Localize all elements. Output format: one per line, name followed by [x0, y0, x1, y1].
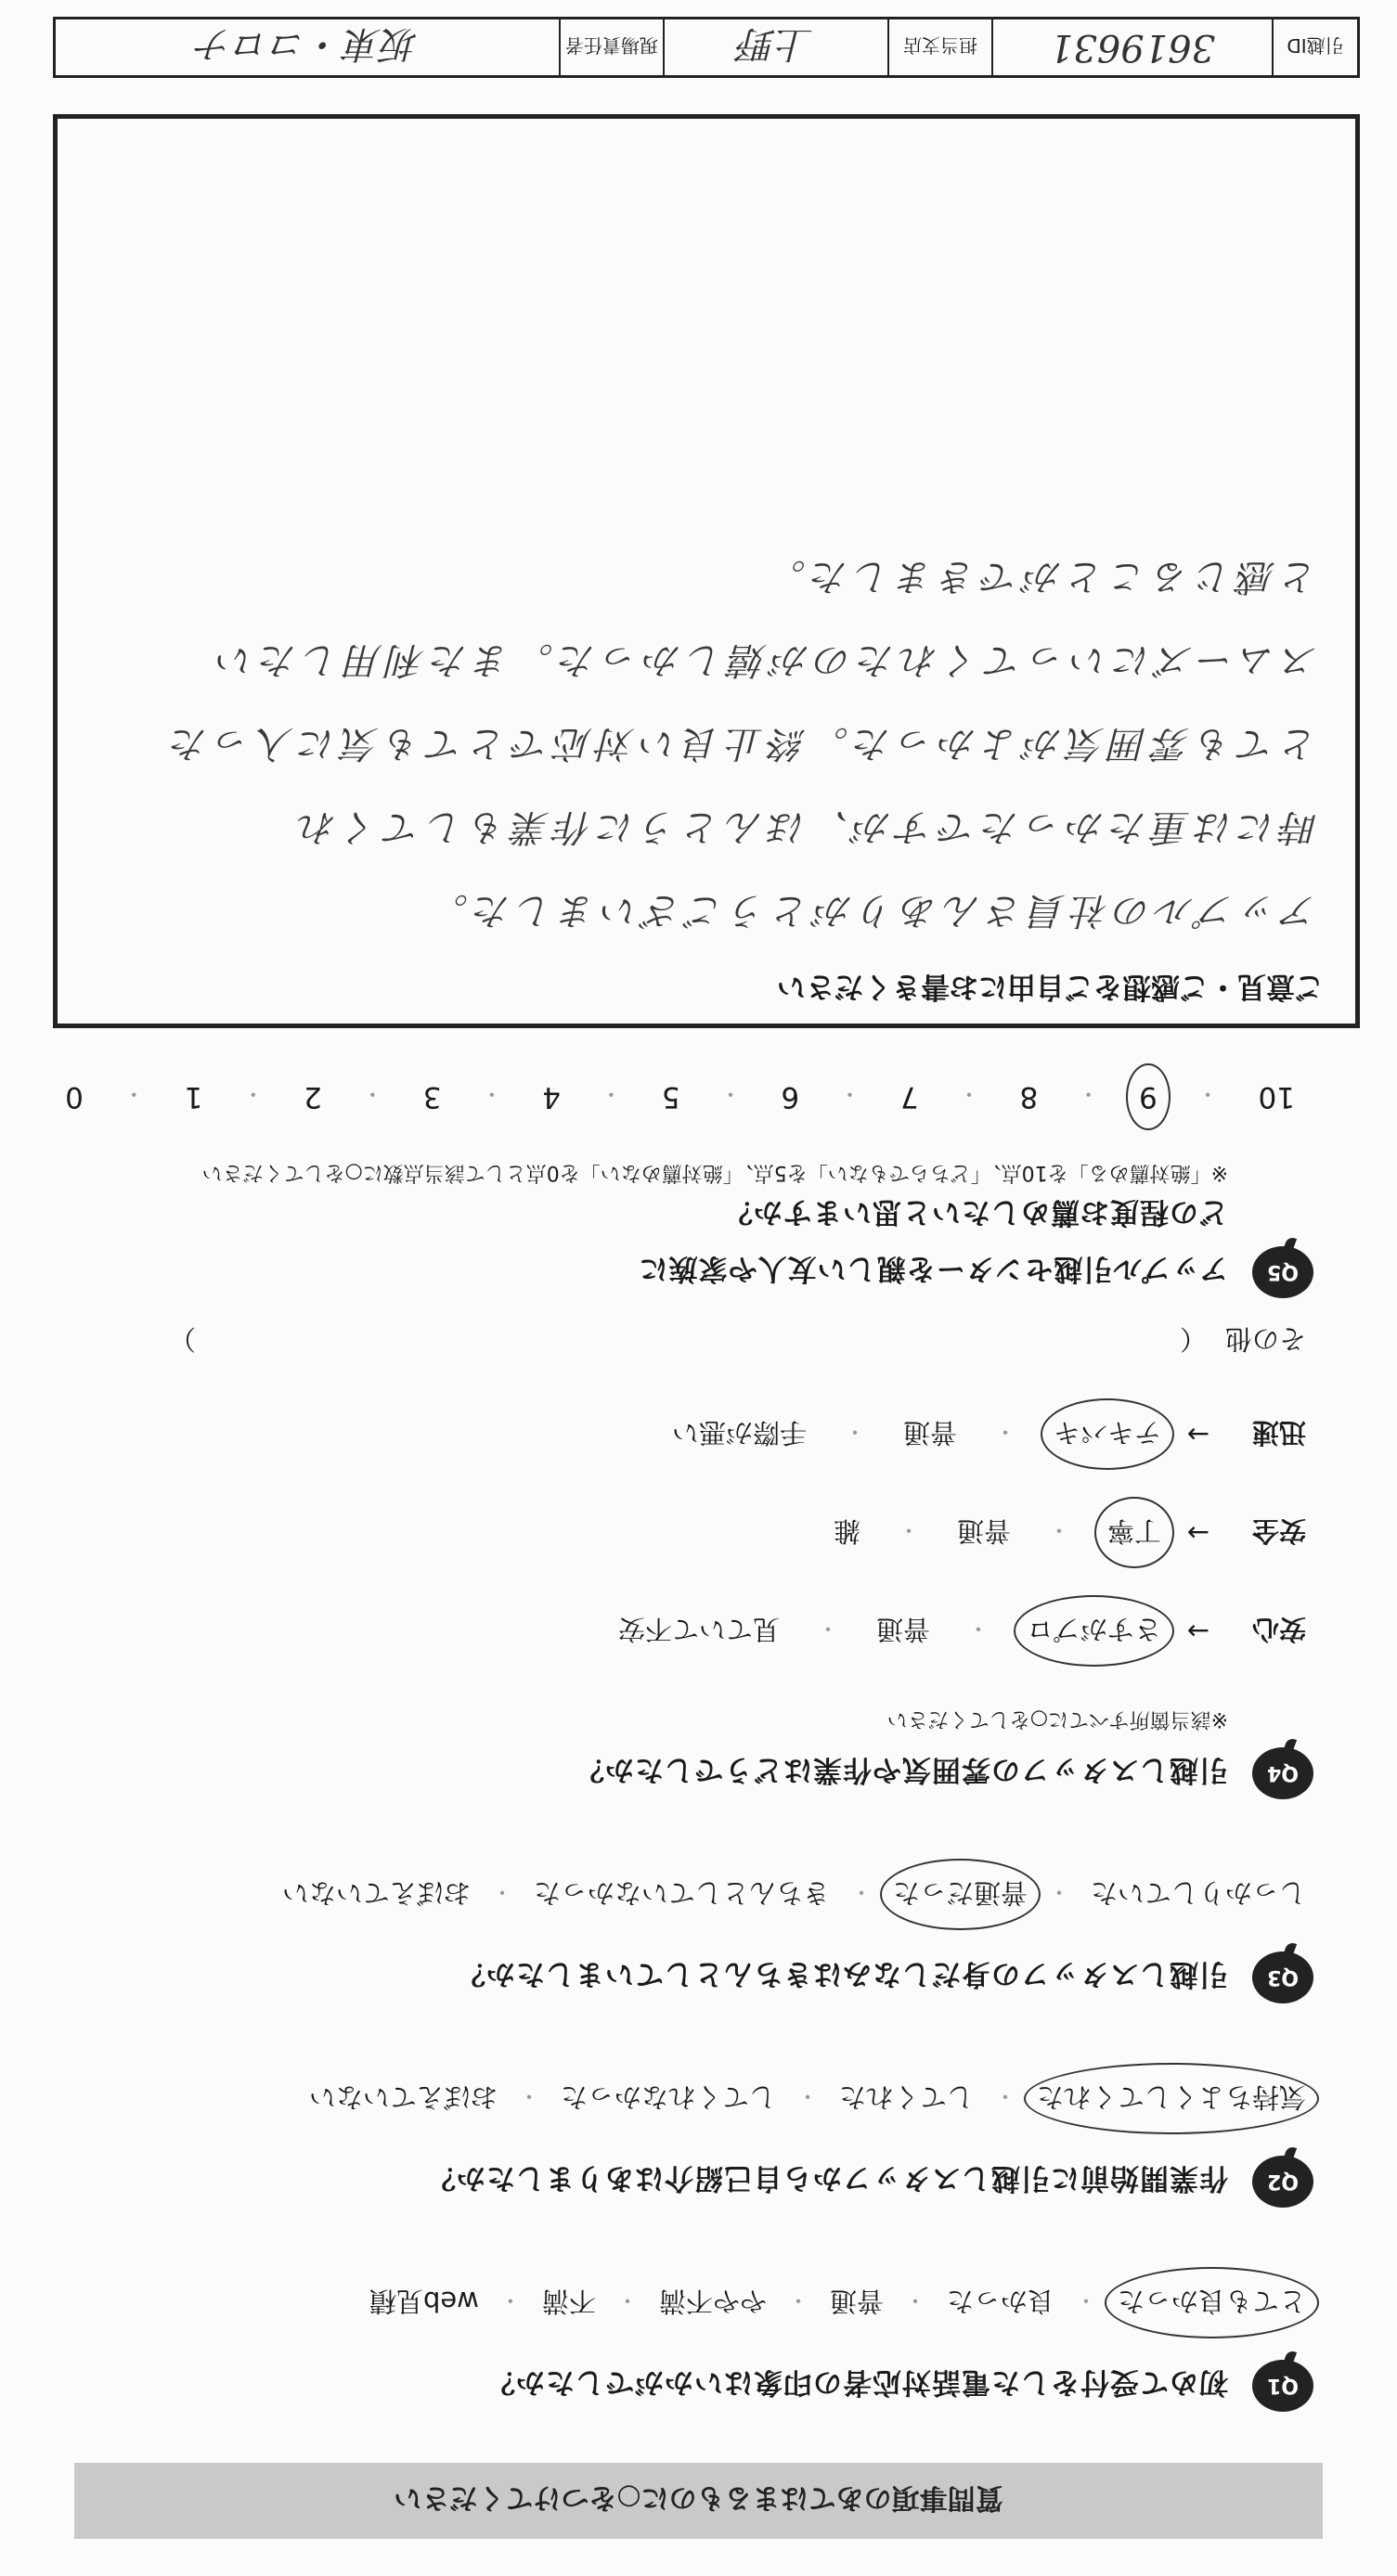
- q4-row-label: 安心: [1251, 1614, 1306, 1646]
- q4-badge: Q4: [1252, 1747, 1313, 1799]
- score-0[interactable]: 0: [65, 1080, 84, 1114]
- q5-title: アップル引越センターを親しい友人や家族に: [638, 1252, 1228, 1286]
- score-2[interactable]: 2: [304, 1080, 322, 1114]
- question-2: [70, 2080, 1313, 2214]
- q1-option[interactable]: web見積: [369, 2286, 479, 2317]
- q2-badge: Q2: [1252, 2156, 1313, 2208]
- q4-option[interactable]: テキパキ: [1054, 1416, 1161, 1454]
- q4-option[interactable]: 普通: [956, 1515, 1011, 1548]
- branch-label: 担当支店: [887, 19, 991, 75]
- comment-line: アップルの社員さんありがとうございました。: [425, 889, 1318, 932]
- q1-option[interactable]: とても良かった: [1118, 2284, 1306, 2322]
- score-1[interactable]: 1: [184, 1080, 203, 1114]
- score-9[interactable]: 9: [1139, 1080, 1158, 1114]
- q4-option[interactable]: 雑: [833, 1515, 860, 1548]
- q4-row-label: 迅速: [1251, 1417, 1306, 1449]
- q1-option[interactable]: やや不満: [658, 2286, 767, 2317]
- q4-option[interactable]: 丁寧: [1107, 1514, 1161, 1552]
- question-4: [70, 1321, 1313, 1806]
- q4-option[interactable]: 普通: [875, 1614, 930, 1646]
- q4-option[interactable]: 手際が悪い: [671, 1417, 807, 1449]
- q3-option[interactable]: しっかりしていた: [1090, 1877, 1306, 1909]
- q3-options: しっかりしていた ・ 普通だった ・ きちんとしていなかった ・ おぼえていない: [70, 1875, 1313, 1913]
- q4-other-paren-close: ）: [168, 1323, 196, 1355]
- score-7[interactable]: 7: [899, 1080, 919, 1114]
- q4-other: [70, 1321, 1313, 1359]
- q1-option[interactable]: 普通: [829, 2286, 884, 2317]
- q5-note: ※「絶対薦める」を10点、「どちらでもない」を5点、「絶対薦めない」を0点として該当点数に○をしてください: [201, 1161, 1228, 1184]
- score-6[interactable]: 6: [781, 1080, 800, 1114]
- q5-badge: Q5: [1252, 1246, 1313, 1298]
- comment-line: 時には重たかったですが、ほんとうに作業もしてくれ: [293, 805, 1318, 848]
- score-8[interactable]: 8: [1019, 1080, 1039, 1114]
- q5-scale: 10 ・ 9 ・ 8 ・ 7 ・ 6 ・ 5 ・ 4 ・ 3 ・ 2 ・ 1 ・ 0: [65, 1080, 1295, 1114]
- move-info-table: [53, 17, 1360, 78]
- question-5: [65, 1080, 1313, 1305]
- score-5[interactable]: 5: [661, 1080, 680, 1114]
- branch-value[interactable]: 上野: [663, 19, 887, 75]
- q2-title: 作業開始前に引越しスタッフから自己紹介はありましたか？: [426, 2161, 1228, 2196]
- move-id-label: 引越ID: [1272, 19, 1357, 75]
- q4-option[interactable]: さすがプロ: [1027, 1613, 1161, 1651]
- q2-options: 気持ちよくしてくれた ・ してくれた ・ してくれなかった ・ おぼえていない: [70, 2080, 1313, 2118]
- score-4[interactable]: 4: [542, 1080, 561, 1114]
- q1-option[interactable]: 不満: [541, 2286, 596, 2317]
- comment-line: スムーズにいってくれたのが嬉しかった。また利用したい: [212, 638, 1318, 681]
- q4-option[interactable]: 見ていて不安: [617, 1614, 780, 1646]
- comments-box[interactable]: [53, 114, 1360, 1028]
- site-leader-value[interactable]: 坂東・コロナ: [196, 22, 419, 66]
- q4-row-jinsoku: 迅速 → テキパキ ・ 普通 ・ 手際が悪い: [70, 1411, 1313, 1458]
- q4-row-label: 安全: [1251, 1515, 1306, 1548]
- q4-row-anzen: 安全 → 丁寧 ・ 普通 ・ 雑: [70, 1510, 1313, 1556]
- q3-option[interactable]: きちんとしていなかった: [533, 1877, 830, 1909]
- comment-line: と感じることができました。: [763, 555, 1318, 598]
- q4-other-label: その他: [1224, 1323, 1306, 1355]
- q4-option[interactable]: 普通: [902, 1417, 957, 1449]
- score-3[interactable]: 3: [422, 1080, 442, 1114]
- q4-other-paren-open: （: [1179, 1323, 1207, 1355]
- q2-option[interactable]: おぼえていない: [308, 2081, 498, 2113]
- q3-option[interactable]: おぼえていない: [281, 1877, 471, 1909]
- q4-title: 引越しスタッフの雰囲気や作業はどうでしたか？: [575, 1753, 1228, 1787]
- arrow-icon: →: [1186, 1419, 1210, 1450]
- instructions-banner: 質問事項のあてはまるものに○をつけてください: [74, 2463, 1323, 2539]
- question-3: [70, 1875, 1313, 2010]
- comment-line: とても雰囲気がよかった。終止良い対応でとても気に入った: [165, 722, 1318, 765]
- q4-note: ※該当箇所すべてに○をしてください: [886, 1707, 1228, 1731]
- move-id-value[interactable]: 3619631: [991, 19, 1272, 75]
- q1-title: 初めて受付をした電話対応者の印象はいかがでしたか？: [485, 2365, 1228, 2400]
- q2-option[interactable]: してくれなかった: [560, 2081, 776, 2113]
- arrow-icon: →: [1186, 1517, 1210, 1549]
- q4-row-anshin: 安心 → さすがプロ ・ 普通 ・ 見ていて不安: [70, 1608, 1313, 1655]
- q1-options: とても良かった ・ 良かった ・ 普通 ・ やや不満 ・ 不満 ・ web見積: [70, 2284, 1313, 2322]
- q2-option[interactable]: 気持ちよくしてくれた: [1037, 2080, 1306, 2118]
- site-leader-label: 現場責任者: [559, 19, 663, 75]
- q1-badge: Q1: [1252, 2360, 1313, 2412]
- q3-badge: Q3: [1252, 1951, 1313, 2003]
- q3-option[interactable]: 普通だった: [893, 1875, 1028, 1913]
- question-1: [70, 2284, 1313, 2418]
- q2-option[interactable]: してくれた: [838, 2081, 974, 2113]
- comments-title: ご意見・ご感想をご自由にお書きください: [777, 970, 1324, 1003]
- q1-option[interactable]: 良かった: [946, 2286, 1054, 2317]
- arrow-icon: →: [1186, 1616, 1210, 1647]
- score-10[interactable]: 10: [1258, 1080, 1295, 1114]
- q5-title-line-2: どの程度お薦めしたいと思いますか？: [723, 1195, 1228, 1229]
- q3-title: 引越しスタッフの身だしなみはきちんとしていましたか？: [456, 1957, 1228, 1991]
